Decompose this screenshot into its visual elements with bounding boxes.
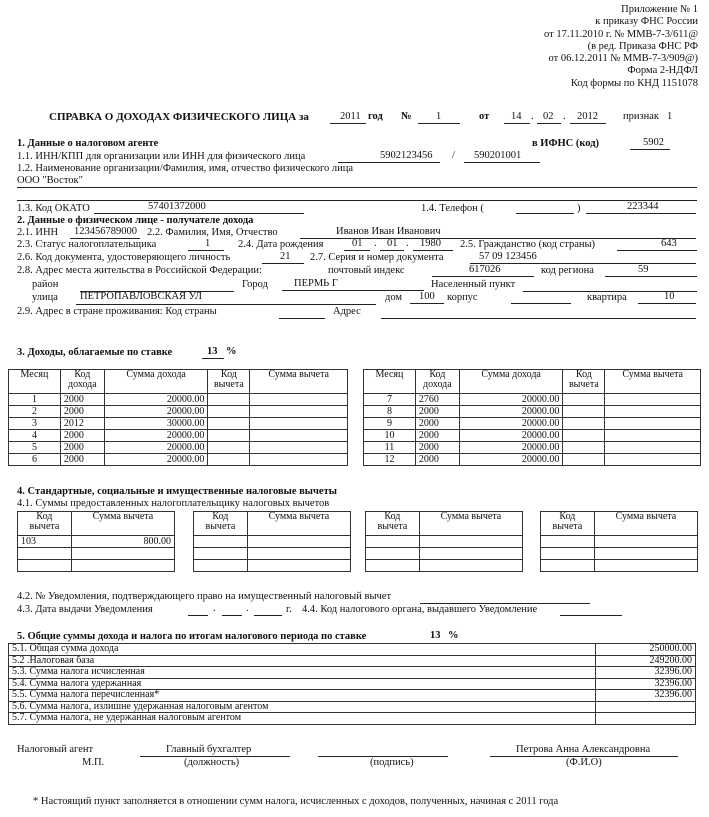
section3-heading: 3. Доходы, облагаемые по ставке [17, 347, 173, 358]
month-cell: 6 [9, 454, 61, 466]
region-underline [605, 276, 697, 277]
deduction-table-1 [17, 511, 175, 572]
notice-label: 4.2. № Уведомления, подтверждающего право на имущественный налоговый вычет [17, 591, 392, 602]
birth-day: 01 [352, 238, 363, 249]
agent-name-value: ООО "Восток" [17, 175, 83, 186]
section2-heading: 2. Данные о физическом лице - получателе дохода [17, 215, 254, 226]
col-deduction-sum: Сумма вычета [605, 370, 701, 394]
series-underline [470, 263, 696, 264]
income-code-cell: 2000 [415, 430, 459, 442]
house-label: дом [385, 292, 403, 303]
income-sum-cell: 30000.00 [104, 418, 208, 430]
empty-cell [541, 560, 595, 572]
income-sum-cell: 20000.00 [104, 394, 208, 406]
form-title: СПРАВКА О ДОХОДАХ ФИЗИЧЕСКОГО ЛИЦА за [49, 111, 309, 123]
income-row [9, 394, 348, 406]
phone-code-underline [516, 213, 574, 214]
ifns-value: 5902 [643, 137, 664, 148]
deduction-code-cell [563, 454, 605, 466]
signer-name: Петрова Анна Александровна [516, 744, 651, 755]
organ-label: 4.4. Код налогового органа, выдавшего Уведомление [302, 604, 538, 615]
title-year: 2011 [340, 111, 361, 122]
empty-cell [541, 536, 595, 548]
totals-label: 5.2 .Налоговая база [9, 655, 596, 667]
month-cell: 9 [364, 418, 416, 430]
income-row [9, 442, 348, 454]
title-day: 14 [511, 111, 522, 122]
income-sum-cell: 20000.00 [104, 406, 208, 418]
month-cell: 7 [364, 394, 416, 406]
fio-value: Иванов Иван Иванович [336, 226, 441, 237]
col-month: Месяц [364, 370, 416, 394]
income-code-cell: 2000 [415, 418, 459, 430]
deduction-code-cell [208, 454, 250, 466]
citizen-underline [617, 250, 697, 251]
birth-year-underline [413, 250, 453, 251]
deduction-code-cell [208, 394, 250, 406]
col-deduction-sum: Сумма вычета [247, 512, 350, 536]
deduction-code-cell [208, 406, 250, 418]
totals-row [9, 667, 696, 679]
totals-rate: 13 [430, 630, 441, 641]
col-deduction-sum: Сумма вычета [594, 512, 697, 536]
totals-label: 5.7. Сумма налога, не удержанная налоговым агентом [9, 713, 596, 725]
region-value: 59 [638, 264, 649, 275]
empty-cell [594, 536, 697, 548]
organ-underline [560, 615, 622, 616]
person-inn-label: 2.1. ИНН [17, 227, 59, 238]
doc-underline [262, 263, 304, 264]
okato-underline [94, 213, 304, 214]
street-underline [76, 304, 376, 305]
foreign-address-label: 2.9. Адрес в стране проживания: Код страны [17, 306, 217, 317]
income-code-cell: 2012 [60, 418, 104, 430]
address-label: 2.8. Адрес места жительства в Российской Федерации: [17, 265, 262, 276]
birth-year: 1980 [420, 238, 441, 249]
income-row [9, 418, 348, 430]
stamp-place: М.П. [82, 757, 105, 768]
birth-month-underline [380, 250, 404, 251]
totals-row [9, 678, 696, 690]
foreign-addr-label: Адрес [333, 306, 361, 317]
empty-cell [541, 548, 595, 560]
zip-underline [432, 276, 534, 277]
deduction-code-cell [208, 442, 250, 454]
month-cell: 3 [9, 418, 61, 430]
totals-row [9, 713, 696, 725]
position-caption: (должность) [184, 757, 240, 768]
inn-kpp-slash: / [452, 150, 455, 161]
series-label: 2.7. Серия и номер документа [310, 252, 444, 263]
empty-cell [247, 548, 350, 560]
totals-row [9, 644, 696, 656]
month-cell: 10 [364, 430, 416, 442]
flat-label: квартира [587, 292, 627, 303]
deduction-sum-cell [605, 430, 701, 442]
citizen-label: 2.5. Гражданство (код страны) [460, 239, 596, 250]
income-code-cell: 2760 [415, 394, 459, 406]
street-value: ПЕТРОПАВЛОВСКАЯ УЛ [80, 291, 203, 302]
month-cell: 2 [9, 406, 61, 418]
phone-underline [586, 213, 696, 214]
income-rate-underline [202, 358, 224, 359]
income-row [9, 454, 348, 466]
empty-cell [419, 548, 522, 560]
title-month: 02 [543, 111, 554, 122]
empty-cell [194, 560, 248, 572]
empty-cell [419, 536, 522, 548]
col-deduction-code: Код вычета [194, 512, 248, 536]
okato-value: 57401372000 [148, 201, 206, 212]
ifns-label: в ИФНС (код) [532, 138, 600, 149]
empty-cell [366, 536, 420, 548]
notice-date-label: 4.3. Дата выдачи Уведомления [17, 604, 153, 615]
totals-label: 5.1. Общая сумма дохода [9, 644, 596, 656]
income-code-cell: 2000 [60, 394, 104, 406]
totals-value [596, 713, 696, 725]
title-yr: 2012 [577, 111, 598, 122]
deduction-table-4 [540, 511, 698, 572]
income-sum-cell: 20000.00 [104, 454, 208, 466]
day-underline [504, 123, 530, 124]
income-row [364, 454, 701, 466]
month-cell: 4 [9, 430, 61, 442]
signature-caption: (подпись) [370, 757, 414, 768]
section4-heading: 4. Стандартные, социальные и имущественные налоговые вычеты [17, 486, 337, 497]
month-cell: 1 [9, 394, 61, 406]
section5-heading: 5. Общие суммы дохода и налога по итогам налогового периода по ставке [17, 631, 367, 642]
col-income-sum: Сумма дохода [104, 370, 208, 394]
income-sum-cell: 20000.00 [104, 430, 208, 442]
birth-dot1: . [374, 238, 377, 249]
income-sum-cell: 20000.00 [104, 442, 208, 454]
col-deduction-code: Код вычета [563, 370, 605, 394]
totals-value: 249200.00 [596, 655, 696, 667]
status-value: 1 [205, 238, 211, 249]
income-rate-pct: % [226, 346, 237, 357]
totals-row [9, 701, 696, 713]
income-code-cell: 2000 [60, 406, 104, 418]
street-label: улица [32, 292, 58, 303]
title-sign-label: признак [623, 111, 660, 122]
notice-month-underline [222, 615, 242, 616]
col-income-code: Код дохода [60, 370, 104, 394]
zip-label: почтовый индекс [328, 265, 405, 276]
empty-cell [594, 560, 697, 572]
col-deduction-sum: Сумма вычета [419, 512, 522, 536]
empty-cell [18, 560, 72, 572]
agent-kpp-value: 590201001 [474, 150, 522, 161]
form-header [398, 4, 698, 90]
totals-row [9, 655, 696, 667]
deduction-code-cell: 103 [18, 536, 72, 548]
birth-dot2: . [406, 238, 409, 249]
okato-label: 1.3. Код ОКАТО [17, 203, 90, 214]
month-cell: 5 [9, 442, 61, 454]
income-row [9, 406, 348, 418]
notice-year-underline [254, 615, 282, 616]
house-underline [410, 303, 444, 304]
deduction-sum-cell [250, 394, 348, 406]
deduction-code-cell [563, 406, 605, 418]
title-dot1: . [531, 111, 534, 122]
section1-heading: 1. Данные о налоговом агенте [17, 138, 159, 149]
corp-label: корпус [447, 292, 478, 303]
footnote: * Настоящий пункт заполняется в отношении сумм налога, исчисленных с доходов, полученных, начиная с 2011 года [33, 796, 559, 807]
title-from-label: от [479, 111, 490, 122]
totals-row [9, 690, 696, 702]
col-deduction-code: Код вычета [208, 370, 250, 394]
num-underline [418, 123, 460, 124]
corp-underline [511, 303, 571, 304]
income-table-right [363, 369, 701, 466]
col-deduction-code: Код вычета [366, 512, 420, 536]
birth-month: 01 [387, 238, 398, 249]
deduction-table-2 [193, 511, 351, 572]
notice-dot1: . [213, 603, 216, 614]
col-deduction-code: Код вычета [541, 512, 595, 536]
totals-label: 5.3. Сумма налога исчисленная [9, 667, 596, 679]
header-line-5: от 06.12.2011 № ММВ-7-3/909@) [548, 53, 698, 65]
notice-day-underline [188, 615, 208, 616]
deduction-code-cell [208, 418, 250, 430]
region-label: код региона [541, 265, 594, 276]
birth-label: 2.4. Дата рождения [238, 239, 324, 250]
city-label: Город [242, 279, 268, 290]
title-num-label: № [401, 111, 412, 122]
agent-inn-value: 5902123456 [380, 150, 433, 161]
empty-cell [71, 548, 174, 560]
totals-label: 5.6. Сумма налога, излишне удержанная налоговым агентом [9, 701, 596, 713]
income-code-cell: 2000 [415, 442, 459, 454]
empty-cell [366, 560, 420, 572]
income-sum-cell: 20000.00 [459, 418, 563, 430]
totals-value: 32396.00 [596, 667, 696, 679]
header-line-4: (в ред. Приказа ФНС РФ [587, 40, 698, 52]
ifns-underline [630, 149, 670, 150]
deduction-code-cell [563, 442, 605, 454]
income-row [364, 442, 701, 454]
empty-cell [194, 536, 248, 548]
col-income-code: Код дохода [415, 370, 459, 394]
income-sum-cell: 20000.00 [459, 394, 563, 406]
income-table-left [8, 369, 348, 466]
col-income-sum: Сумма дохода [459, 370, 563, 394]
notice-year-suffix: г. [286, 604, 292, 615]
agent-inn-underline [338, 162, 440, 163]
totals-value: 32396.00 [596, 690, 696, 702]
year-underline [330, 123, 366, 124]
deduction-sum-cell [605, 454, 701, 466]
header-line-3: от 17.11.2010 г. № ММВ-7-3/611@ [544, 28, 698, 40]
agent-kpp-underline [464, 162, 540, 163]
deduction-sum-cell [250, 430, 348, 442]
city-value: ПЕРМЬ Г [294, 278, 338, 289]
income-code-cell: 2000 [60, 454, 104, 466]
totals-rate-pct: % [448, 630, 459, 641]
doc-label: 2.6. Код документа, удостоверяющего личность [17, 252, 231, 263]
income-row [9, 430, 348, 442]
totals-label: 5.5. Сумма налога перечисленная* [9, 690, 596, 702]
zip-value: 617026 [469, 264, 501, 275]
totals-value [596, 701, 696, 713]
deduction-sum-cell [250, 418, 348, 430]
month-cell: 11 [364, 442, 416, 454]
header-line-1: Приложение № 1 [621, 4, 698, 15]
month-underline [537, 123, 561, 124]
income-row [364, 418, 701, 430]
agent-name-label: 1.2. Наименование организации/Фамилия, имя, отчество физического лица [17, 163, 354, 174]
month-cell: 12 [364, 454, 416, 466]
signer-position: Главный бухгалтер [166, 744, 252, 755]
status-label: 2.3. Статус налогоплательщика [17, 239, 157, 250]
section4-sub: 4.1. Суммы предоставленных налогоплательщику налоговых вычетов [17, 498, 330, 509]
flat-value: 10 [664, 291, 675, 302]
income-code-cell: 2000 [415, 454, 459, 466]
income-sum-cell: 20000.00 [459, 406, 563, 418]
deduction-sum-cell [250, 454, 348, 466]
income-sum-cell: 20000.00 [459, 454, 563, 466]
totals-value: 32396.00 [596, 678, 696, 690]
citizen-value: 643 [661, 238, 677, 249]
empty-cell [594, 548, 697, 560]
deduction-table-3 [365, 511, 523, 572]
title-year-label: год [368, 111, 383, 122]
empty-cell [194, 548, 248, 560]
header-line-2: к приказу ФНС России [595, 16, 698, 28]
district-label: район [32, 279, 59, 290]
col-month: Месяц [9, 370, 61, 394]
deduction-code-cell [563, 418, 605, 430]
totals-table [8, 643, 696, 725]
empty-cell [419, 560, 522, 572]
income-row [364, 394, 701, 406]
empty-cell [71, 560, 174, 572]
totals-value: 250000.00 [596, 644, 696, 656]
deduction-sum-cell [605, 418, 701, 430]
title-dot2: . [563, 111, 566, 122]
phone-value: 223344 [627, 201, 659, 212]
income-row [364, 406, 701, 418]
header-line-7: Код формы по КНД 1151078 [570, 77, 698, 89]
doc-value: 21 [280, 251, 291, 262]
deduction-sum-cell [605, 394, 701, 406]
status-underline [188, 250, 224, 251]
deduction-sum-cell [250, 442, 348, 454]
city-underline [282, 290, 424, 291]
empty-cell [247, 560, 350, 572]
col-deduction-sum: Сумма вычета [250, 370, 348, 394]
deduction-sum-cell [605, 442, 701, 454]
col-deduction-sum: Сумма вычета [71, 512, 174, 536]
income-rate: 13 [207, 346, 218, 357]
title-sign: 1 [667, 111, 673, 122]
empty-cell [18, 548, 72, 560]
income-sum-cell: 20000.00 [459, 442, 563, 454]
month-cell: 8 [364, 406, 416, 418]
notice-dot2: . [246, 603, 249, 614]
deduction-sum-cell: 800.00 [71, 536, 174, 548]
empty-cell [247, 536, 350, 548]
foreign-addr-underline [381, 318, 696, 319]
person-inn-value: 123456789000 [74, 226, 137, 237]
income-sum-cell: 20000.00 [459, 430, 563, 442]
house-value: 100 [419, 291, 435, 302]
deduction-sum-cell [250, 406, 348, 418]
income-row [364, 430, 701, 442]
yr-underline [570, 123, 606, 124]
fio-caption: (Ф.И.О) [566, 757, 602, 768]
empty-cell [366, 548, 420, 560]
deduction-code-cell [563, 430, 605, 442]
phone-label: 1.4. Телефон ( [421, 203, 484, 214]
birth-day-underline [344, 250, 370, 251]
deduction-code-cell [208, 430, 250, 442]
phone-close: ) [577, 203, 581, 214]
income-code-cell: 2000 [60, 430, 104, 442]
flat-underline [638, 303, 696, 304]
fio-label: 2.2. Фамилия, Имя, Отчество [147, 227, 278, 238]
deduction-code-cell [563, 394, 605, 406]
foreign-country-underline [279, 318, 325, 319]
locality-label: Населенный пункт [431, 279, 516, 290]
header-line-6: Форма 2-НДФЛ [627, 65, 698, 77]
income-code-cell: 2000 [415, 406, 459, 418]
deduction-sum-cell [605, 406, 701, 418]
col-deduction-code: Код вычета [18, 512, 72, 536]
agent-name-line1 [17, 187, 697, 188]
income-code-cell: 2000 [60, 442, 104, 454]
totals-label: 5.4. Сумма налога удержанная [9, 678, 596, 690]
title-num: 1 [436, 111, 442, 122]
agent-name-line2 [17, 200, 697, 201]
agent-label: Налоговый агент [17, 744, 94, 755]
agent-inn-label: 1.1. ИНН/КПП для организации или ИНН для физического лица [17, 151, 306, 162]
series-value: 57 09 123456 [479, 251, 537, 262]
